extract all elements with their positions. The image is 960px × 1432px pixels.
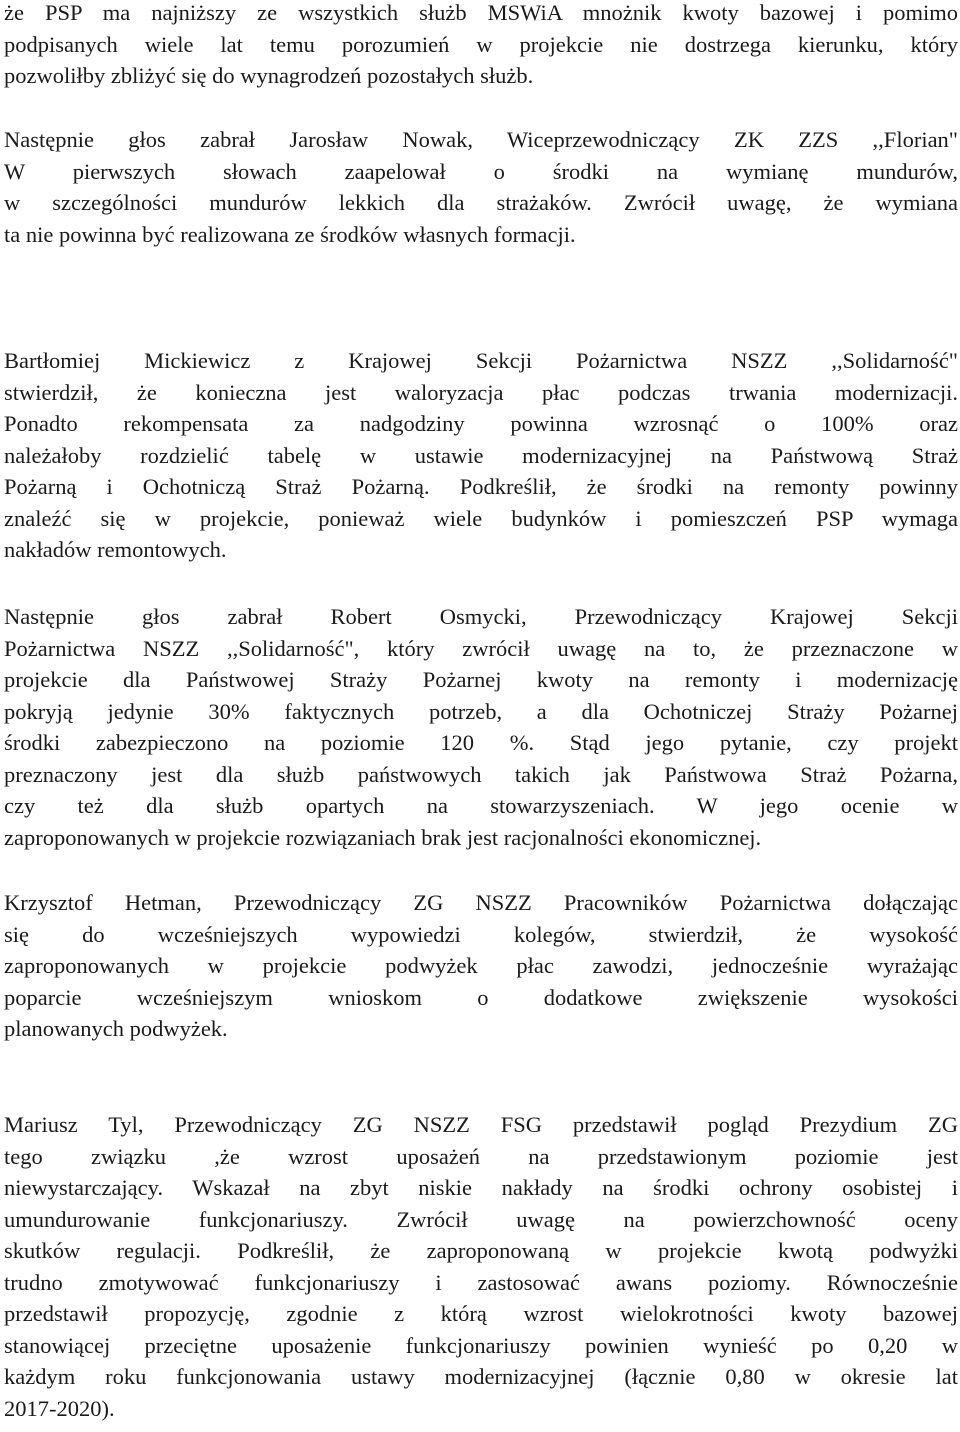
text-line: należałoby rozdzielić tabelę w ustawie modernizacyjnej na Państwową Straż bbox=[4, 442, 958, 468]
text-line: projekcie dla Państwowej Straży Pożarnej kwoty na remonty i modernizację bbox=[4, 667, 958, 692]
text-line: podpisanych wiele lat temu porozumień w projekcie nie dostrzega kierunku, który bbox=[4, 31, 958, 57]
paragraph-jaroslaw-nowak bbox=[4, 124, 958, 250]
text-line: w szczególności mundurów lekkich dla strażaków. Zwrócił uwagę, że wymiana bbox=[4, 190, 958, 215]
text-line: Następnie głos zabrał Jarosław Nowak, Wiceprzewodniczący ZK ZZS ,,Florian" bbox=[4, 127, 958, 152]
paragraph-robert-osmycki bbox=[4, 601, 958, 853]
text-line: czy też dla służb opartych na stowarzyszeniach. W jego ocenie w bbox=[4, 793, 958, 818]
text-line: znaleźć się w projekcie, ponieważ wiele budynków i pomieszczeń PSP wymaga bbox=[4, 505, 958, 531]
text-line: że PSP ma najniższy ze wszystkich służb MSWiA mnożnik kwoty bazowej i pomimo bbox=[4, 0, 958, 25]
text-line: stwierdził, że konieczna jest waloryzacja płac podczas trwania modernizacji. bbox=[4, 379, 958, 405]
text-line: poparcie wcześniejszym wnioskom o dodatkowe zwiększenie wysokości bbox=[4, 984, 958, 1010]
paragraph-bartlomiej-mickiewicz bbox=[4, 345, 958, 566]
text-line: preznaczony jest dla służb państwowych takich jak Państwowa Straż Pożarna, bbox=[4, 761, 958, 787]
paragraph-psp-multiplier bbox=[4, 0, 958, 92]
text-line: stanowiącej przeciętne uposażenie funkcjonariuszy powinien wynieść po 0,20 w bbox=[4, 1332, 958, 1358]
text-line: umundurowanie funkcjonariuszy. Zwrócił uwagę na powierzchowność oceny bbox=[4, 1206, 958, 1232]
text-line: się do wcześniejszych wypowiedzi kolegów, stwierdził, że wysokość bbox=[4, 921, 958, 947]
text-line: Ponadto rekompensata za nadgodziny powinna wzrosnąć o 100% oraz bbox=[4, 411, 958, 436]
text-line: zaproponowanych w projekcie podwyżek płac zawodzi, jednocześnie wyrażając bbox=[4, 953, 958, 978]
text-line: planowanych podwyżek. bbox=[4, 1016, 228, 1041]
text-line: niewystarczający. Wskazał na zbyt niskie nakłady na środki ochrony osobistej i bbox=[4, 1175, 958, 1200]
text-line: Krzysztof Hetman, Przewodniczący ZG NSZZ Pracowników Pożarnictwa dołączając bbox=[4, 890, 958, 915]
text-line: skutków regulacji. Podkreślił, że zaproponowaną w projekcie kwotą podwyżki bbox=[4, 1238, 958, 1263]
text-line: pokryją jedynie 30% faktycznych potrzeb, a dla Ochotniczej Straży Pożarnej bbox=[4, 698, 958, 724]
text-line: pozwoliłby zbliżyć się do wynagrodzeń pozostałych służb. bbox=[4, 63, 534, 88]
paragraph-mariusz-tyl bbox=[4, 1109, 958, 1424]
text-line: Następnie głos zabrał Robert Osmycki, Przewodniczący Krajowej Sekcji bbox=[4, 604, 958, 629]
text-line: Pożarną i Ochotniczą Straż Pożarną. Podkreślił, że środki na remonty powinny bbox=[4, 474, 958, 499]
text-line: Bartłomiej Mickiewicz z Krajowej Sekcji Pożarnictwa NSZZ ,,Solidarność" bbox=[4, 348, 958, 373]
text-line: środki zabezpieczono na poziomie 120 %. Stąd jego pytanie, czy projekt bbox=[4, 730, 958, 755]
text-line: tego związku ,że wzrost uposażeń na przedstawionym poziomie jest bbox=[4, 1143, 958, 1169]
text-line: trudno zmotywować funkcjonariuszy i zastosować awans poziomy. Równocześnie bbox=[4, 1269, 958, 1295]
paragraph-krzysztof-hetman bbox=[4, 887, 958, 1045]
text-line: Pożarnictwa NSZZ ,,Solidarność", który zwrócił uwagę na to, że przeznaczone w bbox=[4, 635, 958, 661]
text-line: każdym roku funkcjonowania ustawy modernizacyjnej (łącznie 0,80 w okresie lat bbox=[4, 1364, 958, 1389]
text-line: zaproponowanych w projekcie rozwiązaniach brak jest racjonalności ekonomicznej. bbox=[4, 824, 762, 850]
text-line: Mariusz Tyl, Przewodniczący ZG NSZZ FSG przedstawił pogląd Prezydium ZG bbox=[4, 1112, 958, 1137]
text-line: ta nie powinna być realizowana ze środków własnych formacji. bbox=[4, 221, 576, 247]
text-line: nakładów remontowych. bbox=[4, 537, 227, 562]
text-line: W pierwszych słowach zaapelował o środki na wymianę mundurów, bbox=[4, 158, 958, 184]
text-line: 2017-2020). bbox=[4, 1395, 115, 1421]
text-line: przedstawił propozycję, zgodnie z którą wzrost wielokrotności kwoty bazowej bbox=[4, 1301, 958, 1326]
